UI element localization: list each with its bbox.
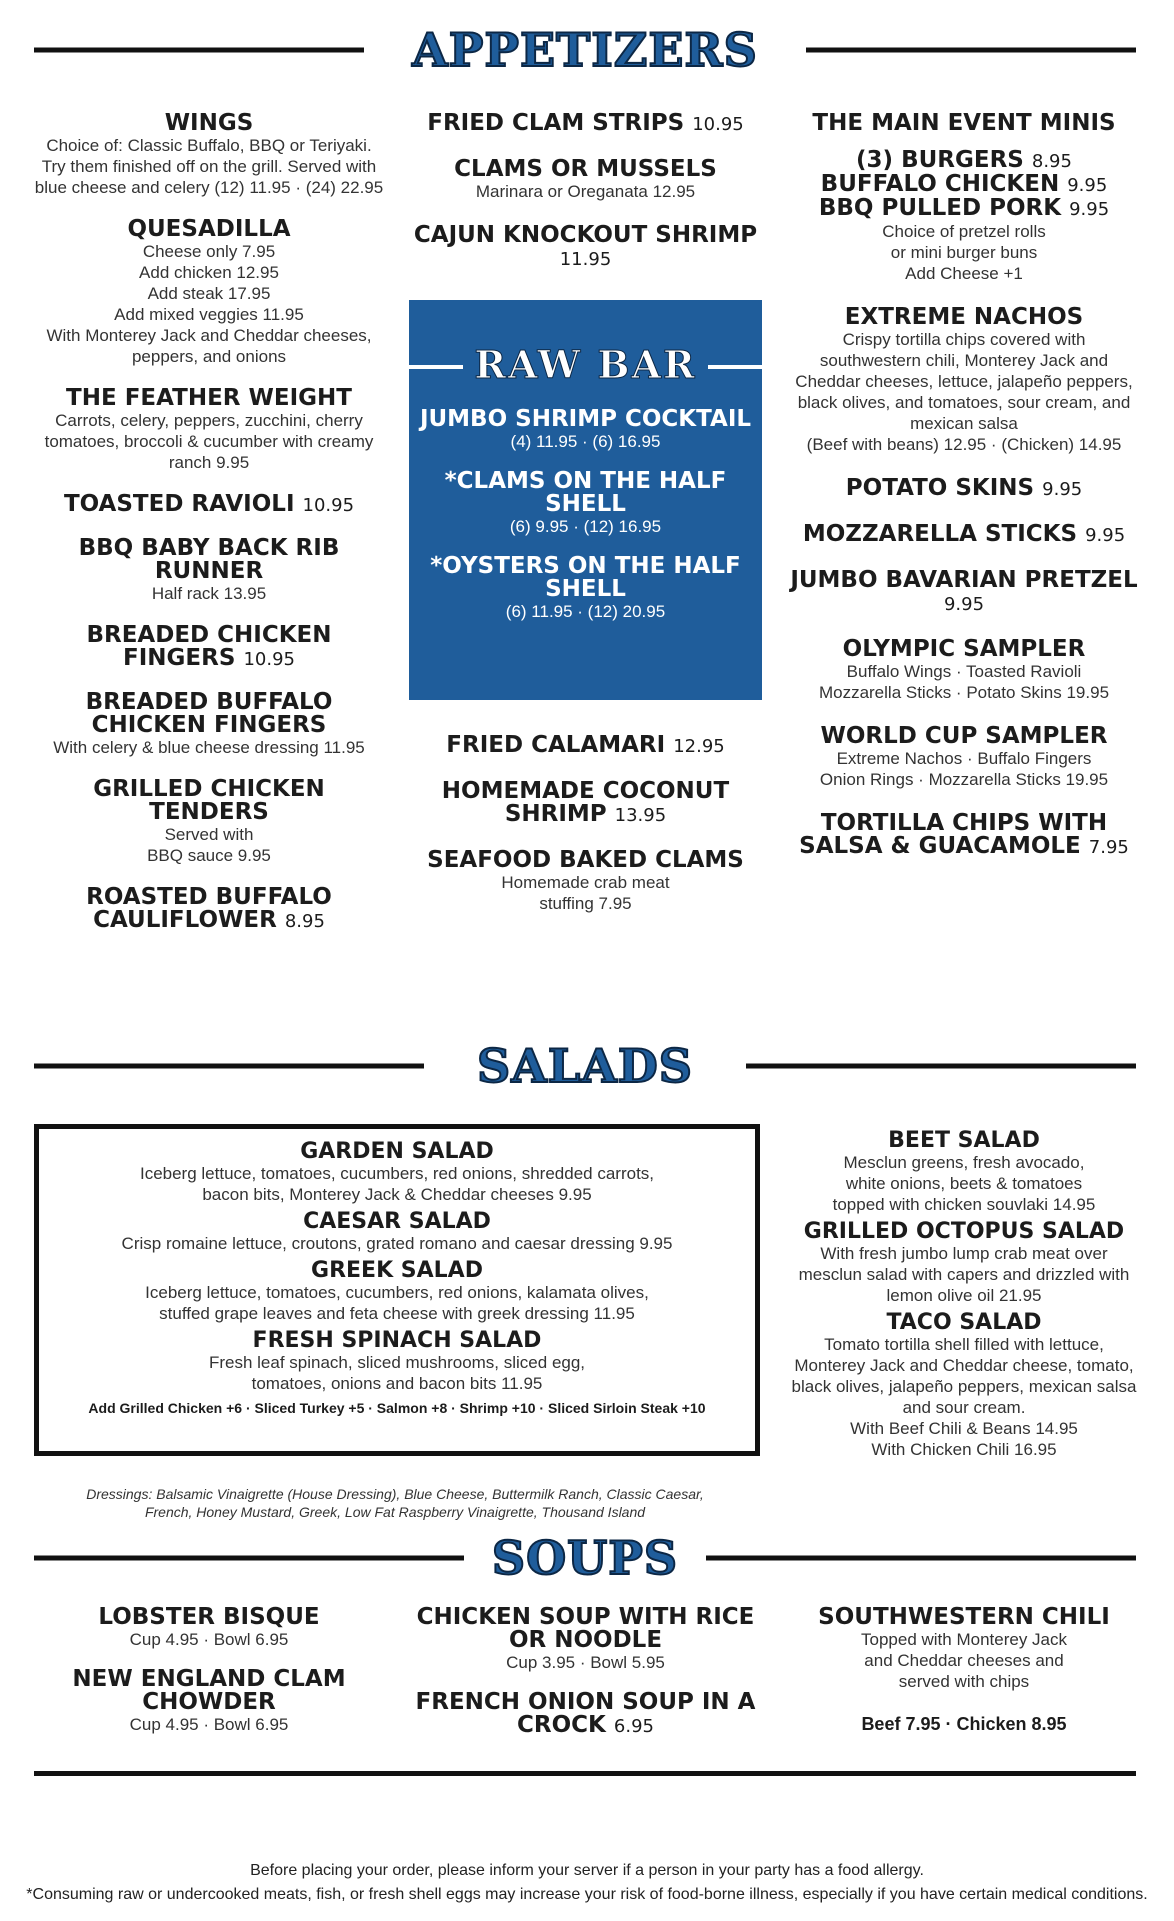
raw-bar-heading: RAW BAR [474, 342, 697, 387]
menu-item-name [790, 112, 1138, 135]
menu-item-title: OLYMPIC SAMPLER [842, 636, 1086, 662]
menu-item-name [790, 638, 1138, 661]
appetizers-header [34, 22, 1136, 78]
menu-item-price: 10.95 [302, 495, 355, 516]
menu-item-name [34, 387, 384, 410]
menu-item-price: 10.95 [692, 114, 744, 135]
menu-item [790, 1312, 1138, 1460]
menu-item-name [34, 624, 384, 671]
menu-item [790, 149, 1138, 173]
salad-addons: Add Grilled Chicken +6 · Sliced Turkey +5 · Salmon +8 · Shrimp +10 · Sliced Sirloin Steak +10 [88, 1400, 706, 1416]
menu-item-price: 9.95 [1042, 479, 1083, 500]
menu-item-description: Buffalo Wings · Toasted Ravioli Mozzarella Sticks · Potato Skins 19.95 [818, 662, 1110, 702]
appetizers-column-left [34, 112, 384, 953]
menu-item-name [34, 886, 384, 933]
menu-item-name [409, 734, 762, 758]
salads-box [34, 1124, 760, 1456]
menu-item-description: Fresh leaf spinach, sliced mushrooms, sliced egg, tomatoes, onions and bacon bits 11.95 [208, 1353, 586, 1393]
section-title-appetizers: APPETIZERS [412, 23, 758, 77]
menu-item-name [415, 555, 756, 601]
menu-item-name [34, 537, 384, 583]
raw-food-disclaimer: *Consuming raw or undercooked meats, fish, or fresh shell eggs may increase your risk of food-borne illness, especially if you have certain medical conditions. [26, 1886, 1148, 1903]
menu-item-title: FRIED CLAM STRIPS [427, 110, 685, 136]
menu-item-description: Iceberg lettuce, tomatoes, cucumbers, red onions, kalamata olives, stuffed grape leaves and feta cheese with greek dressing 11.95 [145, 1283, 649, 1323]
menu-item-title: CAJUN KNOCKOUT SHRIMP [413, 222, 758, 248]
menu-item-name [34, 778, 384, 824]
menu-item-title: CHICKEN SOUP WITH RICE OR NOODLE [416, 1604, 755, 1653]
menu-item-name [34, 218, 384, 241]
menu-item [790, 523, 1138, 547]
soups-column-middle [409, 1606, 762, 1756]
menu-item-name [409, 1691, 762, 1738]
menu-item [409, 734, 762, 758]
menu-item-title: GREEK SALAD [311, 1258, 483, 1283]
menu-item-name [34, 493, 384, 517]
menu-item [34, 624, 384, 671]
chili-prices: Beef 7.95 · Chicken 8.95 [861, 1714, 1067, 1734]
menu-item-price: 7.95 [1088, 837, 1129, 858]
menu-item-title: GARDEN SALAD [300, 1139, 494, 1164]
menu-item-price: 6.95 [613, 1716, 654, 1737]
menu-item-name [790, 725, 1138, 748]
menu-item-title: SEAFOOD BAKED CLAMS [427, 847, 744, 873]
menu-item [34, 1606, 384, 1650]
allergy-disclaimer: Before placing your order, please inform your server if a person in your party has a food allergy. [250, 1862, 924, 1879]
menu-item-description: Cup 3.95 · Bowl 5.95 [506, 1653, 665, 1672]
menu-item-title: JUMBO SHRIMP COCKTAIL [419, 406, 752, 432]
menu-item-name [39, 1260, 755, 1282]
menu-item-description: (6) 11.95 · (12) 20.95 [505, 602, 666, 621]
menu-item [790, 1130, 1138, 1215]
menu-item-name [34, 1606, 384, 1629]
menu-item [790, 112, 1138, 135]
menu-item-description: Mesclun greens, fresh avocado, white onions, beets & tomatoes topped with chicken souvlaki 14.95 [832, 1153, 1096, 1214]
soups-column-left [34, 1606, 384, 1753]
menu-item-description: (4) 11.95 · (6) 16.95 [510, 432, 661, 451]
divider [409, 365, 463, 369]
menu-item [34, 112, 384, 198]
menu-item [415, 555, 756, 622]
menu-item-description: Iceberg lettuce, tomatoes, cucumbers, red onions, shredded carrots, bacon bits, Monterey Jack & Cheddar cheeses 9.95 [139, 1164, 655, 1204]
menu-item-description: Half rack 13.95 [151, 584, 267, 603]
menu-item-name [34, 1668, 384, 1714]
menu-item-price: 8.95 [1031, 151, 1072, 172]
menu-item-title: BUFFALO CHICKEN [820, 171, 1060, 197]
menu-item [409, 780, 762, 827]
menu-item-name [34, 691, 384, 737]
menu-item-name [790, 1221, 1138, 1243]
menu-item-title: ROASTED BUFFALO CAULIFLOWER [86, 884, 332, 933]
raw-bar-title [409, 342, 762, 388]
menu-item-price: 11.95 [559, 249, 612, 270]
dressings-note: Dressings: Balsamic Vinaigrette (House Dressing), Blue Cheese, Buttermilk Ranch, Classic Caesar, French, Honey Mustard, Greek, Low Fat Raspberry Vinaigrette, Thousand Island [86, 1486, 704, 1520]
appetizers-column-middle-bottom [409, 734, 762, 936]
menu-item-description: Extreme Nachos · Buffalo Fingers Onion Rings · Mozzarella Sticks 19.95 [819, 749, 1109, 789]
menu-item-description: Tomato tortilla shell filled with lettuce, Monterey Jack and Cheddar cheese, tomato, black olives, jalapeño peppers, mexican salsa and sour cream. With Beef Chili & Beans 14.95 With Chicken Chili 16.95 [791, 1335, 1137, 1459]
menu-item [34, 1668, 384, 1735]
menu-item-name [415, 408, 756, 431]
menu-item-title: *OYSTERS ON THE HALF SHELL [430, 553, 741, 602]
menu-item-name [790, 569, 1138, 616]
menu-item-name [790, 149, 1138, 173]
divider [708, 365, 762, 369]
menu-item-name [790, 477, 1138, 501]
menu-item-description: Cup 4.95 · Bowl 6.95 [129, 1715, 289, 1734]
menu-item [790, 812, 1138, 859]
menu-item-price: 8.95 [284, 911, 325, 932]
menu-item-price: 9.95 [1069, 199, 1110, 220]
menu-item-title: CLAMS OR MUSSELS [454, 156, 717, 182]
menu-item-name [34, 112, 384, 135]
menu-item-name [790, 523, 1138, 547]
menu-item [790, 173, 1138, 197]
menu-item [415, 470, 756, 537]
menu-item-name [790, 197, 1138, 221]
menu-item-description: With celery & blue cheese dressing 11.95 [53, 738, 365, 757]
menu-item-name [39, 1211, 755, 1233]
menu-item [34, 218, 384, 367]
section-title-soups: SOUPS [491, 1531, 679, 1585]
section-title-salads: SALADS [476, 1039, 694, 1093]
menu-item-title: SOUTHWESTERN CHILI [818, 1604, 1110, 1630]
menu-item [415, 408, 756, 452]
menu-item-title: FRESH SPINACH SALAD [252, 1328, 542, 1353]
menu-item [790, 725, 1138, 790]
menu-item [409, 1606, 762, 1673]
menu-item [39, 1260, 755, 1324]
menu-item-name [415, 470, 756, 516]
menu-item-title: BREADED BUFFALO CHICKEN FINGERS [85, 689, 333, 738]
raw-bar-box [409, 300, 762, 700]
menu-item [39, 1211, 755, 1254]
salads-column-right [790, 1130, 1138, 1466]
menu-item-title: NEW ENGLAND CLAM CHOWDER [72, 1666, 346, 1715]
menu-item-title: EXTREME NACHOS [844, 304, 1084, 330]
menu-item [409, 849, 762, 914]
menu-item-price: 13.95 [614, 805, 667, 826]
raw-bar-items [409, 408, 762, 622]
menu-item [34, 691, 384, 758]
menu-item-description: Topped with Monterey Jack and Cheddar cheeses and served with chips [861, 1630, 1067, 1691]
menu-item [790, 569, 1138, 616]
menu-item-title: GRILLED CHICKEN TENDERS [93, 776, 325, 825]
menu-item-name [790, 173, 1138, 197]
menu-item-name [790, 812, 1138, 859]
menu-item-price: 10.95 [243, 649, 295, 670]
menu-item [790, 306, 1138, 455]
menu-item [39, 1330, 755, 1394]
menu-item-title: WORLD CUP SAMPLER [820, 723, 1108, 749]
menu-item-title: BBQ PULLED PORK [818, 195, 1062, 221]
salads-boxed-list [39, 1129, 755, 1394]
menu-item-description: Carrots, celery, peppers, zucchini, cherry tomatoes, broccoli & cucumber with creamy ranch 9.95 [44, 411, 374, 472]
menu-item-title: LOBSTER BISQUE [98, 1604, 320, 1630]
menu-item [790, 638, 1138, 703]
soups-column-right [790, 1606, 1138, 1696]
menu-item [409, 158, 762, 202]
menu-item-description: Served with BBQ sauce 9.95 [147, 825, 271, 865]
menu-item [34, 778, 384, 866]
menu-item-description: Choice of: Classic Buffalo, BBQ or Teriyaki. Try them finished off on the grill. Served with blue cheese and celery (12) 11.95 · (24) 22.95 [34, 136, 384, 197]
menu-item-title: TORTILLA CHIPS WITH SALSA & GUACAMOLE [799, 810, 1108, 859]
menu-item-title: QUESADILLA [127, 216, 291, 242]
menu-item-name [409, 780, 762, 827]
menu-item-price: 9.95 [1067, 175, 1108, 196]
menu-item [34, 493, 384, 517]
menu-item-title: GRILLED OCTOPUS SALAD [803, 1219, 1125, 1244]
menu-item-title: (3) BURGERS [856, 147, 1024, 173]
menu-item-description: Marinara or Oreganata 12.95 [475, 182, 696, 201]
menu-item-name [409, 158, 762, 181]
menu-item [790, 1606, 1138, 1692]
menu-item-description: Crisp romaine lettuce, croutons, grated romano and caesar dressing 9.95 [121, 1234, 673, 1253]
menu-item [790, 477, 1138, 501]
menu-item-title: CAESAR SALAD [303, 1209, 491, 1234]
menu-item-title: POTATO SKINS [845, 475, 1035, 501]
menu-item [790, 1221, 1138, 1306]
menu-item-price: 12.95 [673, 736, 725, 757]
menu-item-description: Cup 4.95 · Bowl 6.95 [129, 1630, 289, 1649]
menu-item-description: With fresh jumbo lump crab meat over mesclun salad with capers and drizzled with lemon olive oil 21.95 [798, 1244, 1130, 1305]
menu-item-title: JUMBO BAVARIAN PRETZEL [790, 567, 1138, 593]
menu-item-name [409, 112, 762, 136]
menu-item-description: Crispy tortilla chips covered with southwestern chili, Monterey Jack and Cheddar cheeses, lettuce, jalapeño peppers, black olives, and tomatoes, sour cream, and mexican salsa (Beef with beans) 12.95 · (Chicken) 14.95 [795, 330, 1133, 454]
menu-item [409, 224, 762, 271]
appetizers-column-right [790, 112, 1138, 881]
menu-item [790, 197, 1138, 284]
menu-item-name [39, 1141, 755, 1163]
bottom-divider [34, 1771, 1136, 1776]
menu-item [39, 1141, 755, 1205]
menu-item-title: THE FEATHER WEIGHT [66, 385, 352, 411]
menu-item-name [790, 1312, 1138, 1334]
menu-item-description: Choice of pretzel rolls or mini burger buns Add Cheese +1 [882, 222, 1046, 283]
menu-item-title: TOASTED RAVIOLI [63, 491, 295, 517]
menu-item-title: TACO SALAD [886, 1310, 1042, 1335]
menu-item-description: Homemade crab meat stuffing 7.95 [501, 873, 670, 913]
menu-item [409, 112, 762, 136]
appetizers-column-middle-top [409, 112, 762, 293]
menu-item-description: (6) 9.95 · (12) 16.95 [509, 517, 662, 536]
menu-item-title: BEET SALAD [888, 1128, 1040, 1153]
menu-item-name [790, 306, 1138, 329]
menu-item-name [409, 1606, 762, 1652]
menu-item-name [409, 849, 762, 872]
menu-item-title: MOZZARELLA STICKS [802, 521, 1078, 547]
menu-item-title: BBQ BABY BACK RIB RUNNER [78, 535, 340, 584]
soups-header [34, 1530, 1136, 1586]
menu-item-title: FRIED CALAMARI [446, 732, 666, 758]
menu-item-title: FRENCH ONION SOUP IN A CROCK [415, 1689, 756, 1738]
menu-item-name [409, 224, 762, 271]
salads-header [34, 1038, 1136, 1094]
menu-item-price: 9.95 [1085, 525, 1126, 546]
menu-item-name [790, 1130, 1138, 1152]
menu-item [409, 1691, 762, 1738]
menu-item-title: HOMEMADE COCONUT SHRIMP [441, 778, 730, 827]
menu-item [34, 387, 384, 473]
menu-item-title: WINGS [164, 110, 254, 136]
menu-item-title: BREADED CHICKEN FINGERS [86, 622, 332, 671]
menu-item [34, 537, 384, 604]
menu-item-name [39, 1330, 755, 1352]
menu-item-title: *CLAMS ON THE HALF SHELL [444, 468, 727, 517]
menu-item-price: 9.95 [943, 594, 985, 615]
menu-item-title: THE MAIN EVENT MINIS [812, 110, 1116, 136]
menu-item [34, 886, 384, 933]
menu-item-name [790, 1606, 1138, 1629]
menu-item-description: Cheese only 7.95 Add chicken 12.95 Add steak 17.95 Add mixed veggies 11.95 With Monterey Jack and Cheddar cheeses, peppers, and onions [46, 242, 372, 366]
